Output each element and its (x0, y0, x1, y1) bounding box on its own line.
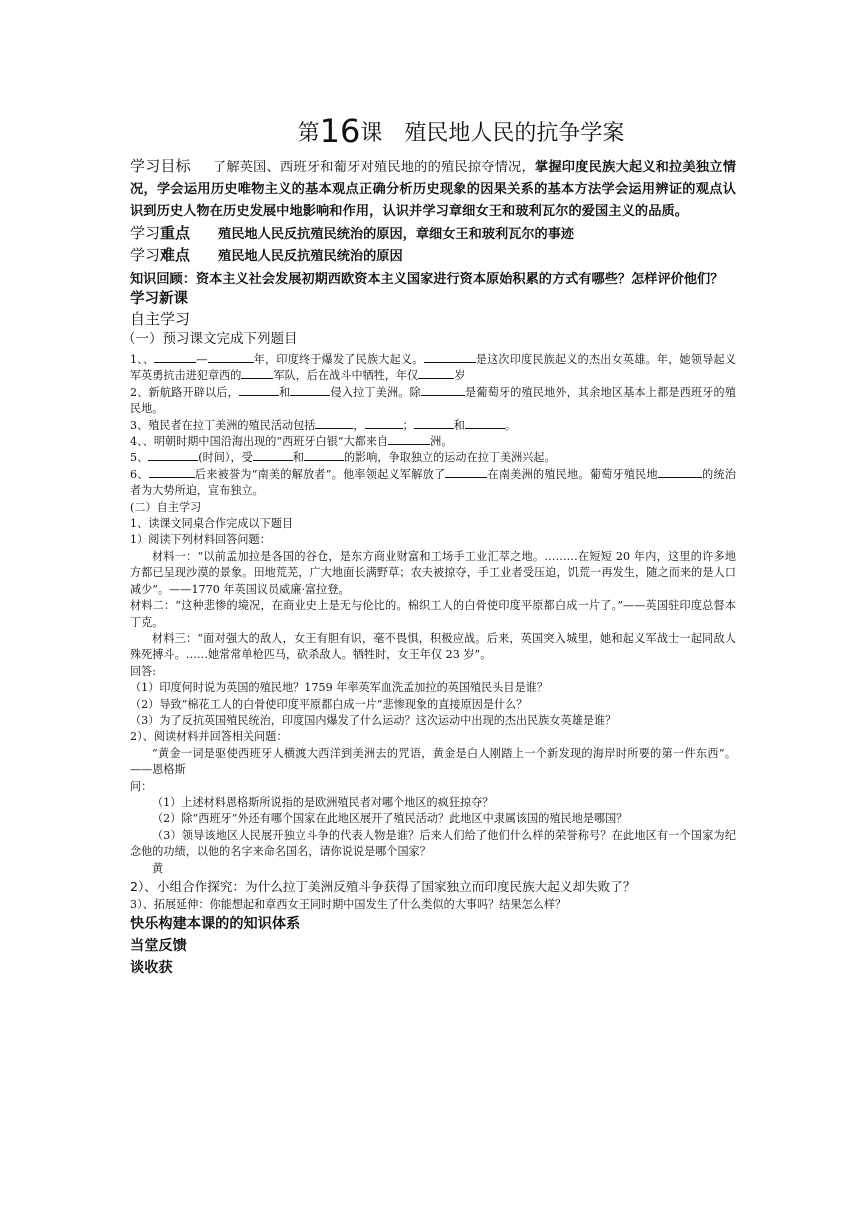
knowledge-review: 知识回顾：资本主义社会发展初期西欧资本主义国家进行资本原始积累的方式有哪些？怎样评价他们？ (130, 272, 724, 287)
heading-new-lesson: 学习新课 (130, 291, 188, 307)
blank[interactable] (388, 434, 430, 445)
material-two: 材料二：“这种悲惨的境况，在商业史上是无与伦比的。棉织工人的白骨使印度平原都白成一片了。”——英国驻印度总督本丁克。 (130, 599, 736, 629)
blank[interactable] (414, 418, 454, 429)
blank[interactable] (154, 352, 196, 363)
ask-label: 问： (130, 779, 153, 793)
blank[interactable] (424, 352, 476, 363)
heading-feedback: 当堂反馈 (130, 938, 187, 955)
question-1: 1、、 — 年，印度终于爆发了民族大起义。 是这次印度民族起义的杰出女英雄。年，她领导起义军英勇抗击进犯章西的 军队，后在战斗中牺牲，年仅 岁 (130, 353, 736, 383)
question-3: 3、殖民者在拉丁美洲的殖民活动包括 ， ； 和 。 (130, 418, 517, 432)
learning-goal-bold-text: 掌握印度民族大起义和拉美独立情况，学会运用历史唯物主义的基本观点正确分析历史现象的因果关系的基本方法学会运用辨证的观点认识到历史人物在历史发展中地影响和作用，认识并学习章细女王和玻利瓦尔的爱国主义的品质。 (130, 160, 737, 219)
task-1-heading: 1、读课文同桌合作完成以下题目 (130, 517, 294, 531)
blank[interactable] (445, 467, 487, 478)
blank[interactable] (148, 450, 198, 461)
task-2-heading: 2）、阅读材料并回答相关问题： (130, 730, 288, 744)
heading-part-two: (二）自主学习 (130, 500, 202, 514)
heading-self-study: 自主学习 (130, 310, 191, 328)
blank[interactable] (465, 418, 505, 429)
difficulty-label: 学习难点 (130, 246, 191, 264)
engels-quote: “黄金一词是驱使西班牙人横渡大西洋到美洲去的咒语，黄金是白人刚踏上一个新发现的海岸时所要的第一件东西”。——恩格斯 (130, 746, 736, 777)
blank[interactable] (253, 450, 293, 461)
learning-goal-label: 学习目标 (130, 157, 191, 175)
blank[interactable] (149, 467, 195, 478)
title-text: 课 殖民地人民的抗争学案 (360, 121, 625, 146)
blank[interactable] (304, 450, 344, 461)
material-one: 材料一：“以前孟加拉是各国的谷仓，是东方商业财富和工场手工业汇萃之地。………在短短 20 年内，这里的许多地方都已呈现沙漠的景象。田地荒芜，广大地面长满野草；农夫被掠夺，手工业者受压迫，饥荒一再发生，随之而来的是人口减少”。——1770 年英国议员威廉·富拉登。 (130, 549, 736, 596)
extension-question: 3）、拓展延伸：你能想起和章西女王同时期中国发生了什么类似的大事吗？结果怎么样？ (130, 898, 567, 911)
heading-gains: 谈收获 (130, 960, 173, 977)
heading-knowledge-system: 快乐构建本课的的知识体系 (130, 916, 301, 933)
question-6: 6、 后来被誉为“南美的解放者”。他率领起义军解放了 在南美洲的殖民地。葡萄牙殖民地 的统治者为大势所迫，宣布独立。 (130, 467, 736, 498)
learning-goal-text: 了解英国、西班牙和葡牙对殖民地的的殖民掠夺情况， (212, 160, 535, 175)
blank[interactable] (239, 385, 279, 396)
task-1-1-heading: 1）阅读下列材料回答问题： (130, 533, 271, 547)
blank[interactable] (418, 368, 454, 379)
title-prefix: 第 (297, 121, 320, 146)
learning-key-point (130, 223, 736, 245)
answer-question-1: （1）印度何时说为英国的殖民地？1759 年率英军血洗孟加拉的英国殖民头目是谁？ (130, 681, 549, 695)
difficulty-text: 殖民地人民反抗殖民统治的原因 (218, 249, 403, 264)
blank[interactable] (421, 385, 465, 396)
blank[interactable] (208, 352, 254, 363)
blank[interactable] (315, 418, 353, 429)
stray-character: 黄 (152, 861, 164, 875)
blank[interactable] (290, 385, 330, 396)
question-5: 5、 (时间），受 和 的影响，争取独立的运动在拉丁美洲兴起。 (130, 451, 556, 465)
answer-question-2: （2）导致“棉花工人的白骨使印度平原都白成一片”悲惨现象的直接原因是什么？ (130, 697, 528, 711)
ask-question-3: （3）领导该地区人民展开独立斗争的代表人物是谁？后来人们给了他们什么样的荣誉称号？在此地区有一个国家为纪念他的功绩，以他的名字来命名国名，请你说说是哪个国家？ (130, 828, 736, 859)
learning-difficulty (130, 245, 736, 267)
ask-question-2: （2）除“西班牙”外还有哪个国家在此地区展开了殖民活动？此地区中隶属该国的殖民地是哪国？ (152, 812, 628, 826)
blank[interactable] (365, 418, 403, 429)
material-three: 材料三：“面对强大的敌人，女王有胆有识，毫不畏惧，积极应战。后来，英国突入城里，她和起义军战士一起同敌人殊死搏斗。……她常常单枪匹马，砍杀敌人。牺牲时，女王年仅 23 岁”。 (130, 631, 736, 662)
title-lesson-number: 16 (319, 112, 361, 150)
answer-question-3: （3）为了反抗英国殖民统治，印度国内爆发了什么运动？这次运动中出现的杰出民族女英雄是谁？ (130, 713, 617, 727)
key-point-text: 殖民地人民反抗殖民统治的原因，章细女王和玻利瓦尔的事迹 (218, 227, 575, 242)
answer-label: 回答: (130, 664, 157, 678)
question-2: 2、新航路开辟以后， 和 侵入拉丁美洲。除 是葡萄牙的殖民地外，其余地区基本上都是西班牙的殖民地。 (130, 385, 737, 416)
learning-goal (130, 155, 736, 223)
heading-part-one: （一）预习课文完成下列题目 (122, 331, 298, 347)
blank[interactable] (658, 467, 702, 478)
document-content (122, 112, 737, 979)
group-inquiry: 2）、小组合作探究：为什么拉丁美洲反殖斗争获得了国家独立而印度民族大起义却失败了？ (130, 879, 636, 894)
document-title (130, 114, 736, 151)
key-point-label: 学习重点 (130, 224, 191, 242)
question-4: 4、、明朝时期中国沿海出现的“西班牙白银”大都来自 洲。 (130, 435, 453, 449)
blank[interactable] (241, 368, 273, 379)
ask-question-1: （1）上述材料恩格斯所说指的是欧洲殖民者对哪个地区的疯狂掠夺？ (152, 795, 494, 809)
